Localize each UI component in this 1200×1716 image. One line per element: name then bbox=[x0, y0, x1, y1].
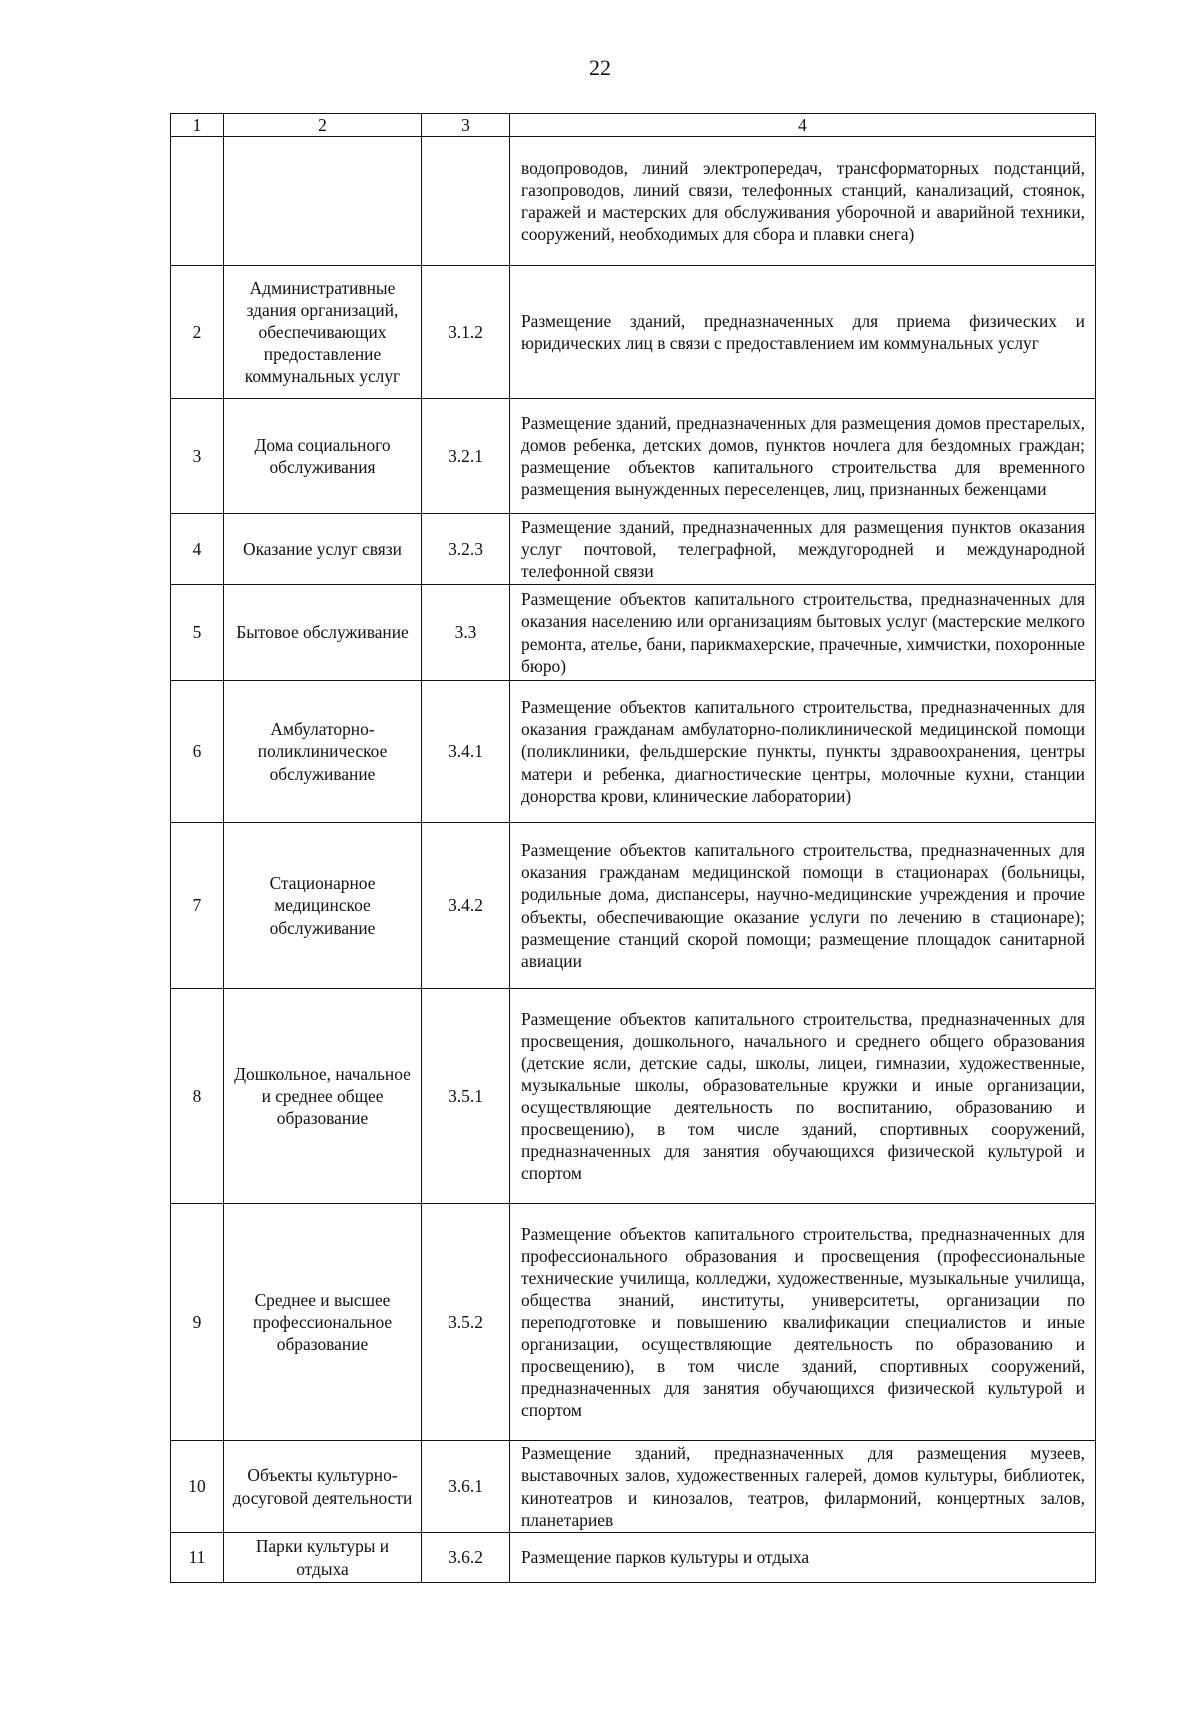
row-code: 3.5.1 bbox=[422, 989, 510, 1204]
row-number: 5 bbox=[171, 585, 224, 681]
table-row bbox=[171, 823, 1096, 989]
column-header: 3 bbox=[422, 114, 510, 137]
row-number: 2 bbox=[171, 266, 224, 399]
row-number bbox=[171, 137, 224, 266]
table-header-row bbox=[171, 114, 1096, 137]
table-row bbox=[171, 989, 1096, 1204]
table-row bbox=[171, 681, 1096, 823]
row-code: 3.4.2 bbox=[422, 823, 510, 989]
row-number: 11 bbox=[171, 1533, 224, 1583]
row-description: Размещение объектов капитального строительства, предназначенных для оказания гражданам медицинской помощи в стационарах (больницы, родильные дома, диспансеры, научно-медицинские учреждения и прочие объекты, обеспечивающие оказание услуги по лечению в стационаре); размещение станций скорой помощи; размещение площадок санитарной авиации bbox=[510, 823, 1096, 989]
row-number: 8 bbox=[171, 989, 224, 1204]
row-description: Размещение зданий, предназначенных для размещения музеев, выставочных залов, художественных галерей, домов культуры, библиотек, кинотеатров и кинозалов, театров, филармоний, концертных залов, планетариев bbox=[510, 1441, 1096, 1533]
table-row bbox=[171, 399, 1096, 514]
row-number: 7 bbox=[171, 823, 224, 989]
row-description: Размещение парков культуры и отдыха bbox=[510, 1533, 1096, 1583]
row-description: Размещение объектов капитального строительства, предназначенных для оказания населению или организациям бытовых услуг (мастерские мелкого ремонта, ателье, бани, парикмахерские, прачечные, химчистки, похоронные бюро) bbox=[510, 585, 1096, 681]
row-number: 6 bbox=[171, 681, 224, 823]
table-row bbox=[171, 1441, 1096, 1533]
row-name bbox=[224, 137, 422, 266]
row-number: 3 bbox=[171, 399, 224, 514]
row-description: Размещение объектов капитального строительства, предназначенных для оказания гражданам амбулаторно-поликлинической медицинской помощи (поликлиники, фельдшерские пункты, пункты здравоохранения, центры матери и ребенка, диагностические центры, молочные кухни, станции донорства крови, клинические лаборатории) bbox=[510, 681, 1096, 823]
row-number: 10 bbox=[171, 1441, 224, 1533]
row-name: Бытовое обслуживание bbox=[224, 585, 422, 681]
row-code: 3.4.1 bbox=[422, 681, 510, 823]
row-name: Амбулаторно-поликлиническое обслуживание bbox=[224, 681, 422, 823]
table-row bbox=[171, 137, 1096, 266]
row-name: Дома социального обслуживания bbox=[224, 399, 422, 514]
column-header: 1 bbox=[171, 114, 224, 137]
column-header: 2 bbox=[224, 114, 422, 137]
row-description: Размещение объектов капитального строительства, предназначенных для просвещения, дошкольного, начального и среднего общего образования (детские ясли, детские сады, школы, лицеи, гимназии, художественные, музыкальные школы, образовательные кружки и иные организации, осуществляющие деятельность по воспитанию, образованию и просвещению), в том числе зданий, спортивных сооружений, предназначенных для занятия обучающихся физической культурой и спортом bbox=[510, 989, 1096, 1204]
row-code bbox=[422, 137, 510, 266]
row-code: 3.3 bbox=[422, 585, 510, 681]
row-code: 3.6.2 bbox=[422, 1533, 510, 1583]
row-name: Среднее и высшее профессиональное образование bbox=[224, 1204, 422, 1441]
row-description: Размещение зданий, предназначенных для размещения пунктов оказания услуг почтовой, телеграфной, междугородней и международной телефонной связи bbox=[510, 514, 1096, 585]
row-description: Размещение зданий, предназначенных для размещения домов престарелых, домов ребенка, детских домов, пунктов ночлега для бездомных граждан; размещение объектов капитального строительства для временного размещения вынужденных переселенцев, лиц, признанных беженцами bbox=[510, 399, 1096, 514]
page-number: 22 bbox=[589, 55, 611, 80]
table-row bbox=[171, 1204, 1096, 1441]
row-description: Размещение зданий, предназначенных для приема физических и юридических лиц в связи с предоставлением им коммунальных услуг bbox=[510, 266, 1096, 399]
row-number: 4 bbox=[171, 514, 224, 585]
land-use-table bbox=[170, 113, 1096, 1583]
row-code: 3.5.2 bbox=[422, 1204, 510, 1441]
row-code: 3.2.1 bbox=[422, 399, 510, 514]
row-number: 9 bbox=[171, 1204, 224, 1441]
table-row bbox=[171, 266, 1096, 399]
row-description: водопроводов, линий электропередач, трансформаторных подстанций, газопроводов, линий связи, телефонных станций, канализаций, стоянок, гаражей и мастерских для обслуживания уборочной и аварийной техники, сооружений, необходимых для сбора и плавки снега) bbox=[510, 137, 1096, 266]
row-code: 3.1.2 bbox=[422, 266, 510, 399]
row-name: Оказание услуг связи bbox=[224, 514, 422, 585]
row-description: Размещение объектов капитального строительства, предназначенных для профессионального образования и просвещения (профессиональные технические училища, колледжи, художественные, музыкальные училища, общества знаний, институты, университеты, организации по переподготовке и повышению квалификации специалистов и иные организации, осуществляющие деятельность по образованию и просвещению), в том числе зданий, спортивных сооружений, предназначенных для занятия обучающихся физической культурой и спортом bbox=[510, 1204, 1096, 1441]
row-code: 3.6.1 bbox=[422, 1441, 510, 1533]
row-name: Парки культуры и отдыха bbox=[224, 1533, 422, 1583]
table-row bbox=[171, 1533, 1096, 1583]
table-row bbox=[171, 514, 1096, 585]
row-code: 3.2.3 bbox=[422, 514, 510, 585]
column-header: 4 bbox=[510, 114, 1096, 137]
row-name: Дошкольное, начальное и среднее общее образование bbox=[224, 989, 422, 1204]
table-row bbox=[171, 585, 1096, 681]
row-name: Объекты культурно-досуговой деятельности bbox=[224, 1441, 422, 1533]
row-name: Стационарное медицинское обслуживание bbox=[224, 823, 422, 989]
row-name: Административные здания организаций, обеспечивающих предоставление коммунальных услуг bbox=[224, 266, 422, 399]
